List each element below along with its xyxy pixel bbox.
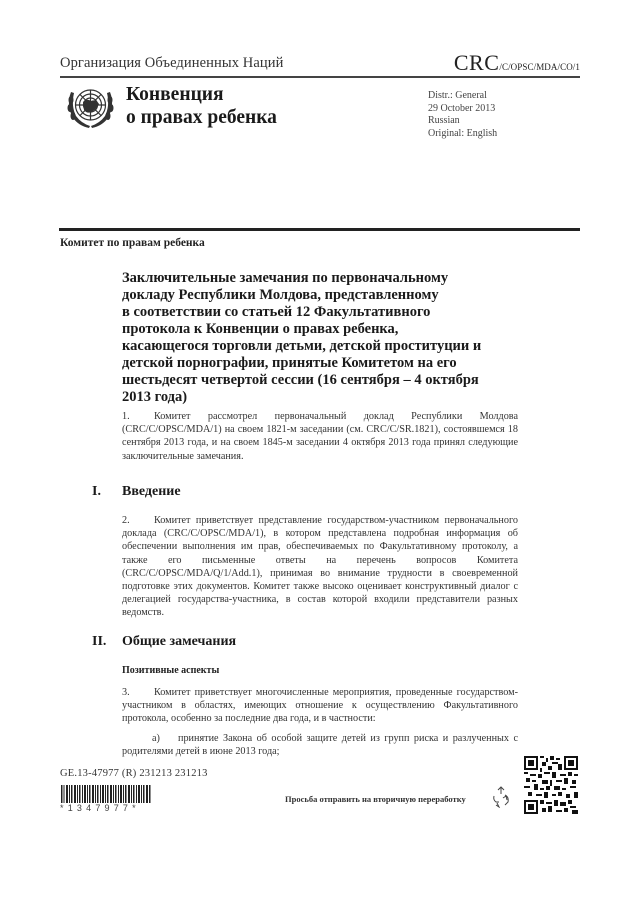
- distr-language: Russian: [428, 115, 460, 126]
- list-item-letter: a): [152, 733, 160, 744]
- section-title: Общие замечания: [122, 634, 237, 649]
- paragraph-3: [122, 686, 518, 726]
- symbol-suffix: /C/OPSC/MDA/CO/1: [499, 62, 580, 72]
- paragraph-number: 3.: [122, 687, 130, 698]
- organization-name: Организация Объединенных Наций: [60, 55, 284, 71]
- barcode-number: *1347977*: [60, 803, 140, 813]
- title-line: Заключительные замечания по первоначальному: [122, 270, 449, 286]
- paragraph-text: Комитет рассмотрел первоначальный доклад Республики Молдова (CRC/C/OPSC/MDA/1) на своем 1821-м заседании (см. CRC/C/SR.1821), состоявшемся 18 сентября 2013 года, и на своем 1845-м заседании 4 октября 2013 года принял следующие заключительные замечания.: [122, 411, 518, 462]
- convention-title-line2: о правах ребенка: [126, 107, 277, 128]
- job-number: GE.13-47977 (R) 231213 231213: [60, 768, 208, 779]
- qr-code-icon: [524, 756, 578, 814]
- header-rule: [60, 76, 580, 78]
- title-line: протокола к Конвенции о правах ребенка,: [122, 321, 399, 337]
- subheading-positive-aspects: Позитивные аспекты: [122, 665, 220, 676]
- un-emblem-icon: [63, 80, 118, 135]
- distribution-block: [428, 90, 497, 140]
- recycle-notice: Просьба отправить на вторичную переработку: [285, 794, 466, 804]
- list-item-a: [122, 732, 518, 758]
- section-number: II.: [92, 634, 107, 649]
- title-line: в соответствии со статьей 12 Факультативного: [122, 304, 431, 320]
- paragraph-1: [122, 410, 518, 463]
- paragraph-number: 2.: [122, 515, 130, 526]
- list-item-text: принятие Закона об особой защите детей из групп риска и разлученных с родителями детей в июне 2013 года;: [122, 733, 518, 758]
- document-symbol: [454, 50, 580, 76]
- paragraph-text: Комитет приветствует многочисленные мероприятия, проведенные государством-участником в областях, имеющих отношение к осуществлению Факультативного протокола, особенно за последние два года, и в частности:: [122, 687, 518, 725]
- distr-date: 29 October 2013: [428, 102, 496, 114]
- distr-label: Distr.: General: [428, 90, 487, 101]
- paragraph-2: [122, 514, 518, 620]
- document-title: [122, 270, 522, 406]
- committee-name: Комитет по правам ребенка: [60, 237, 205, 249]
- separator-rule: [59, 228, 580, 231]
- section-number: I.: [92, 484, 101, 499]
- title-line: шестьдесят четвертой сессии (16 сентября – 4 октября: [122, 372, 479, 388]
- title-line: детской порнографии, принятые Комитетом на его: [122, 355, 457, 371]
- title-line: докладу Республики Молдова, представленному: [122, 287, 439, 303]
- convention-title: [126, 83, 277, 129]
- section-title: Введение: [122, 484, 181, 499]
- paragraph-text: Комитет приветствует представление государством-участником первоначального доклада (CRC/C/OPSC/MDA/1), в котором представлена подробная информация об обеспечении выполнения им прав, обеспечиваемых по Факультативному протоколу, а также его письменные ответы на перечень вопросов Комитета (CRC/C/OPSC/MDA/Q/1/Add.1), принимая во внимание трудности в своевременной подготовке этих документов. Комитет также высоко оценивает конструктивный диалог с делегацией государства-участника, в состав которой входили представители разных ведомств.: [122, 515, 518, 619]
- distr-original: Original: English: [428, 127, 498, 139]
- paragraph-number: 1.: [122, 411, 130, 422]
- convention-title-line1: Конвенция: [126, 84, 224, 105]
- symbol-main: CRC: [453, 50, 500, 75]
- title-line: 2013 года): [122, 389, 188, 405]
- barcode-icon: [61, 785, 151, 803]
- recycle-icon: [492, 786, 512, 808]
- title-line: касающегося торговли детьми, детской проституции и: [122, 338, 482, 354]
